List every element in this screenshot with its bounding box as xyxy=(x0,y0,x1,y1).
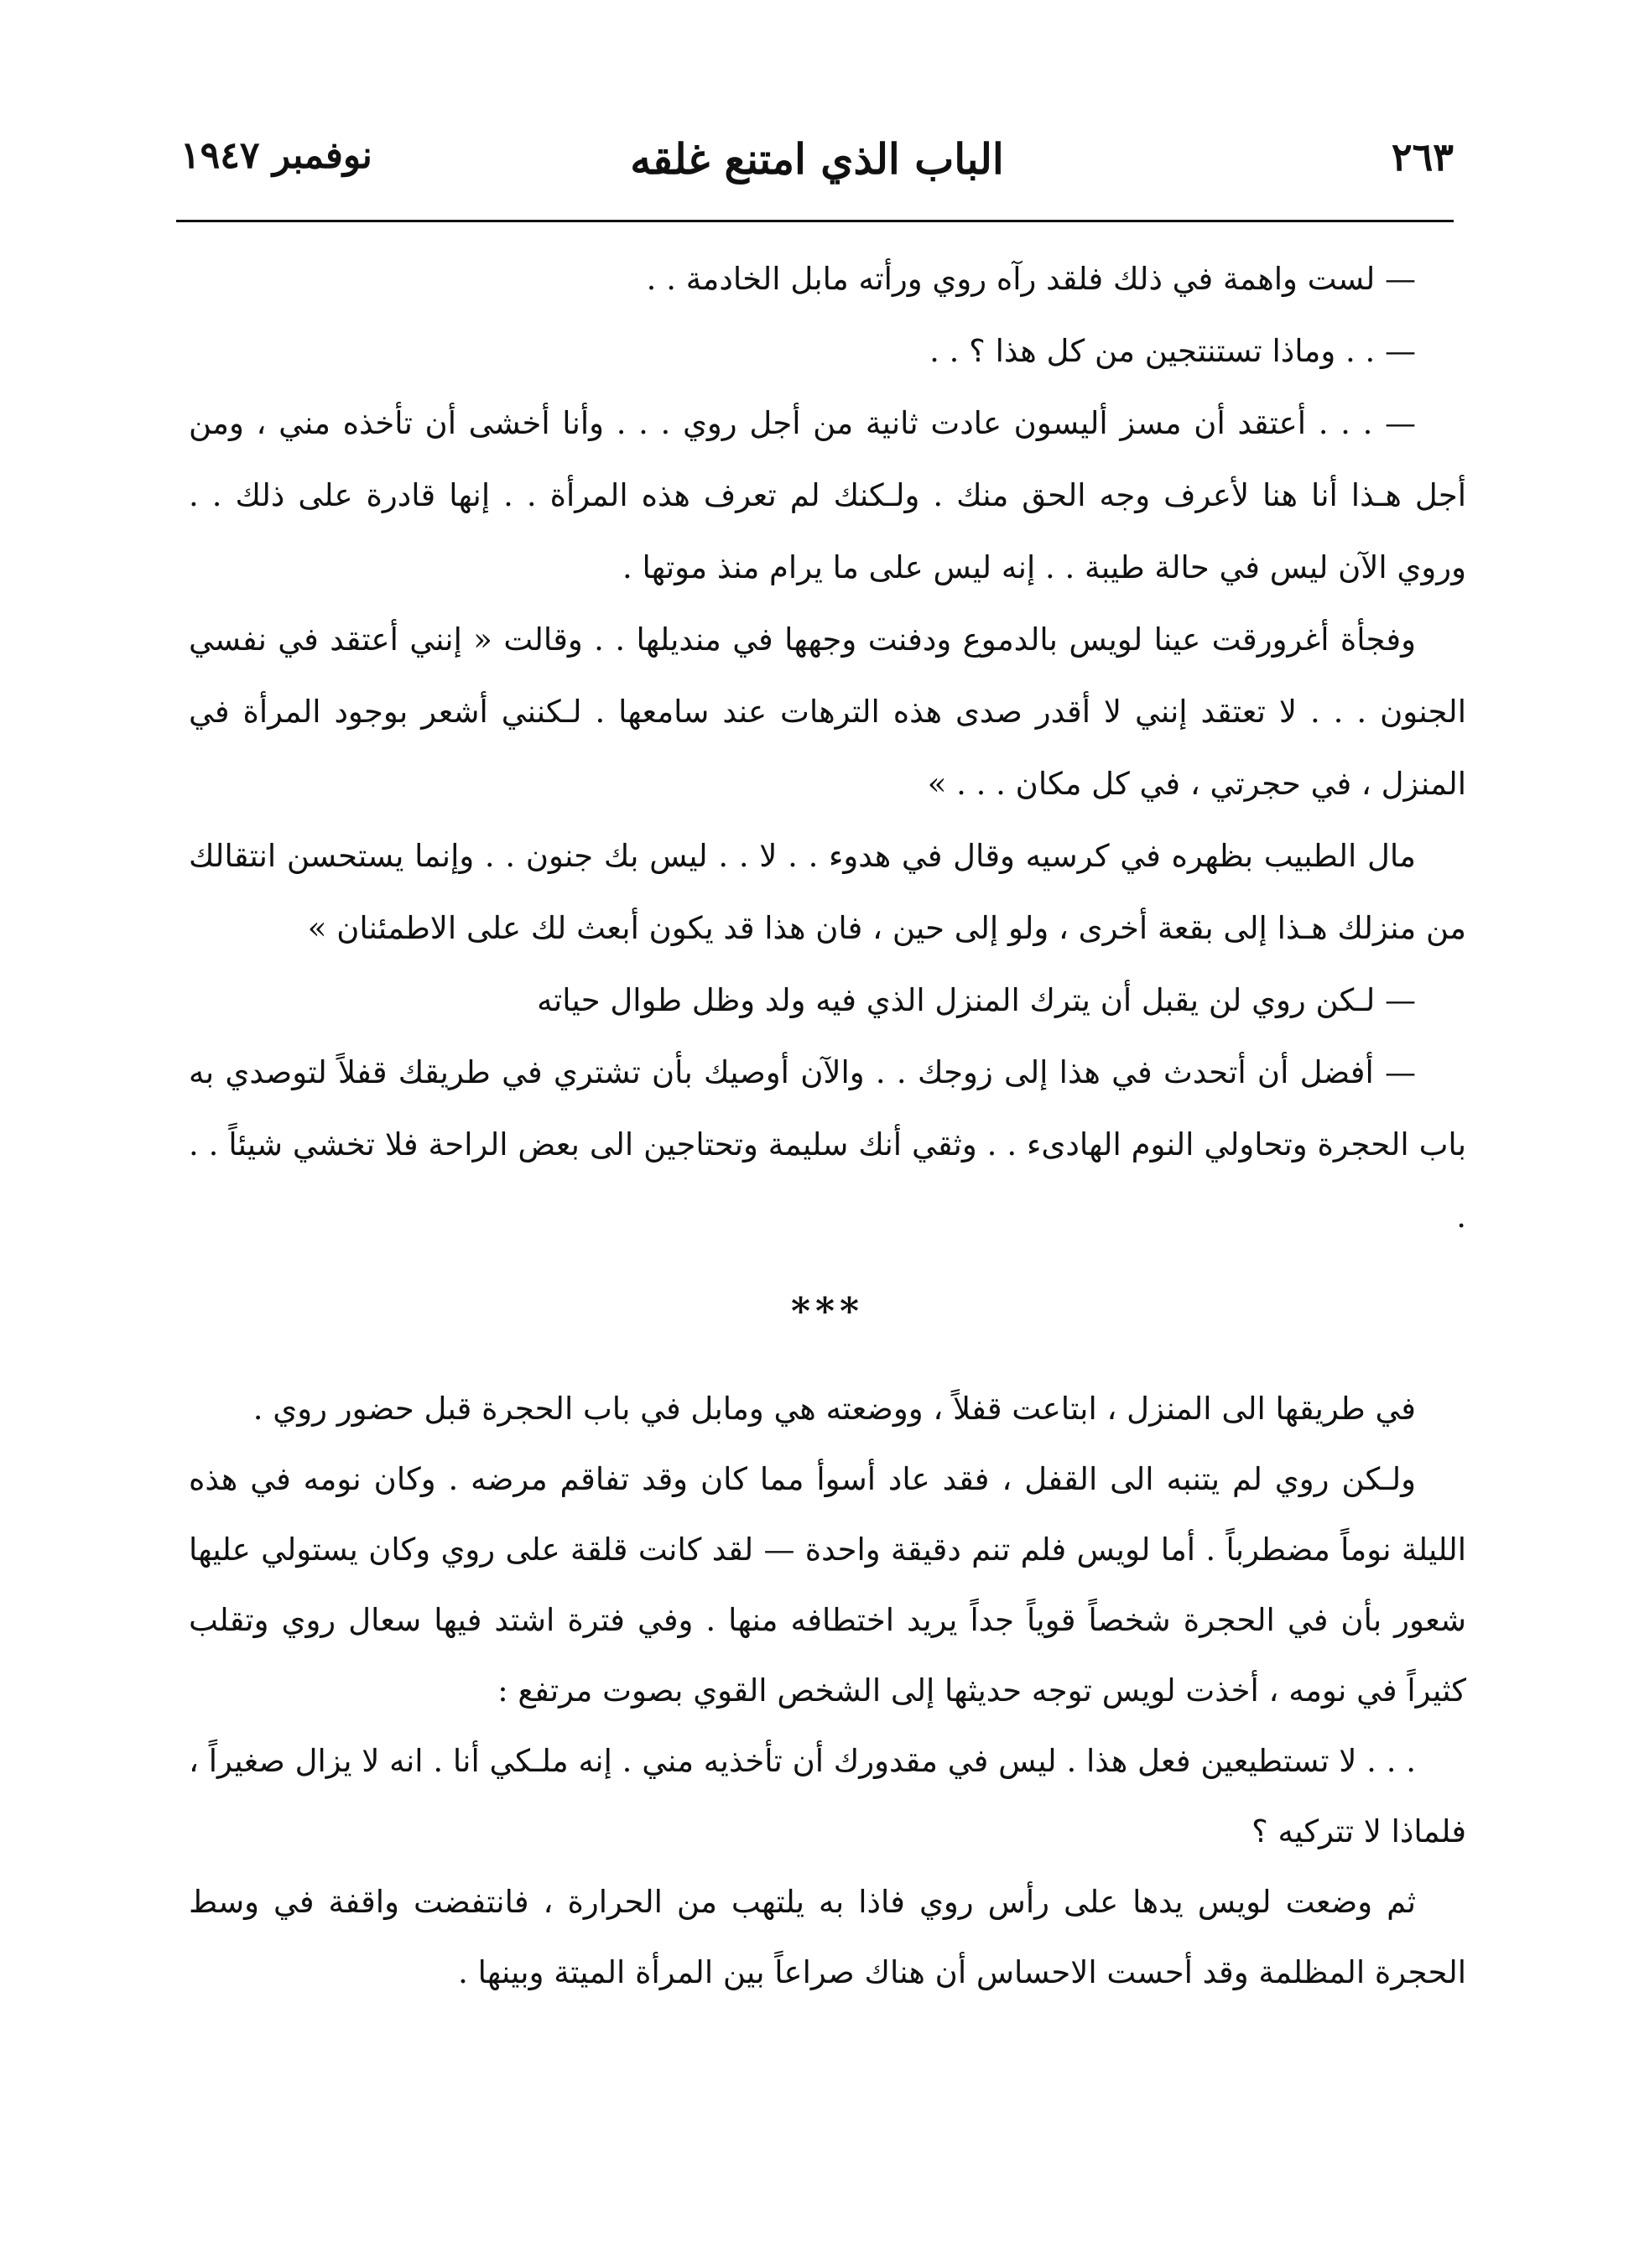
running-header xyxy=(180,126,1454,201)
paragraph: — أفضل أن أتحدث في هذا إلى زوجك . . والآن أوصيك بأن تشتري في طريقك قفلاً لتوصدي به باب الحجرة وتحاولي النوم الهادىء . . وثقي أنك سليمة وتحتاجين الى بعض الراحة فلا تخشي شيئاً . . . xyxy=(189,1054,1466,1235)
section-two xyxy=(189,1374,1466,2008)
paragraph: — . . . أعتقد أن مسز أليسون عادت ثانية من أجل روي . . . وأنا أخشى أن تأخذه مني ، ومن أجل هـذا أنا هنا لأعرف وجه الحق منك . ولـكنك لم تعرف هذه المرأة . . إنها قادرة على ذلك . . وروي الآن ليس في حالة طيبة . . إنه ليس على ما يرام منذ موتها . xyxy=(189,405,1466,585)
header-date: نوفمبر ١٩٤٧ xyxy=(180,134,372,177)
paragraph: — . . وماذا تستنتجين من كل هذا ؟ . . xyxy=(929,333,1416,369)
paragraph: مال الطبيب بظهره في كرسيه وقال في هدوء . . لا . . ليس بك جنون . . وإنما يستحسن انتقالك من منزلك هـذا إلى بقعة أخرى ، ولو إلى حين ، فان هذا قد يكون أبعث لك على الاطمئنان » xyxy=(189,838,1466,946)
page-body xyxy=(189,243,1466,2008)
paragraph: ولـكن روي لم يتنبه الى القفل ، فقد عاد أسوأ مما كان وقد تفاقم مرضه . وكان نومه في هذه الليلة نوماً مضطرباً . أما لويس فلم تنم دقيقة واحدة — لقد كانت قلقة على روي وكان يستولي عليها شعور بأن في الحجرة شخصاً قوياً جداً يريد اختطافه منها . وفي فترة اشتد فيها سعال روي وتقلب كثيراً في نومه ، أخذت لويس توجه حديثها إلى الشخص القوي بصوت مرتفع : xyxy=(189,1461,1466,1709)
paragraph: وفجأة أغرورقت عينا لويس بالدموع ودفنت وجهها في منديلها . . وقالت « إنني أعتقد في نفسي الجنون . . . لا تعتقد إنني لا أقدر صدى هذه الترهات عند سامعها . لـكنني أشعر بوجود المرأة في المنزل ، في حجرتي ، في كل مكان . . . » xyxy=(189,622,1466,802)
header-title: الباب الذي امتنع غلقه xyxy=(630,134,1004,184)
paragraph: — لست واهمة في ذلك فلقد رآه روي ورأته مابل الخادمة . . xyxy=(646,261,1416,297)
section-separator: *** xyxy=(790,1290,865,1333)
paragraph: ثم وضعت لويس يدها على رأس روي فاذا به يلتهب من الحرارة ، فانتفضت واقفة في وسط الحجرة المظلمة وقد أحست الاحساس أن هناك صراعاً بين المرأة الميتة وبينها . xyxy=(189,1884,1466,1990)
paragraph: في طريقها الى المنزل ، ابتاعت قفلاً ، ووضعته هي ومابل في باب الحجرة قبل حضور روي . xyxy=(252,1391,1416,1427)
page-number: ٢٦٣ xyxy=(1391,134,1454,179)
paragraph: — لـكن روي لن يقبل أن يترك المنزل الذي فيه ولد وظل طوال حياته xyxy=(537,982,1416,1018)
paragraph: . . . لا تستطيعين فعل هذا . ليس في مقدورك أن تأخذيه مني . إنه ملـكي أنا . انه لا يزال صغيراً ، فلماذا لا تتركيه ؟ xyxy=(189,1743,1466,1849)
header-rule xyxy=(176,220,1454,222)
